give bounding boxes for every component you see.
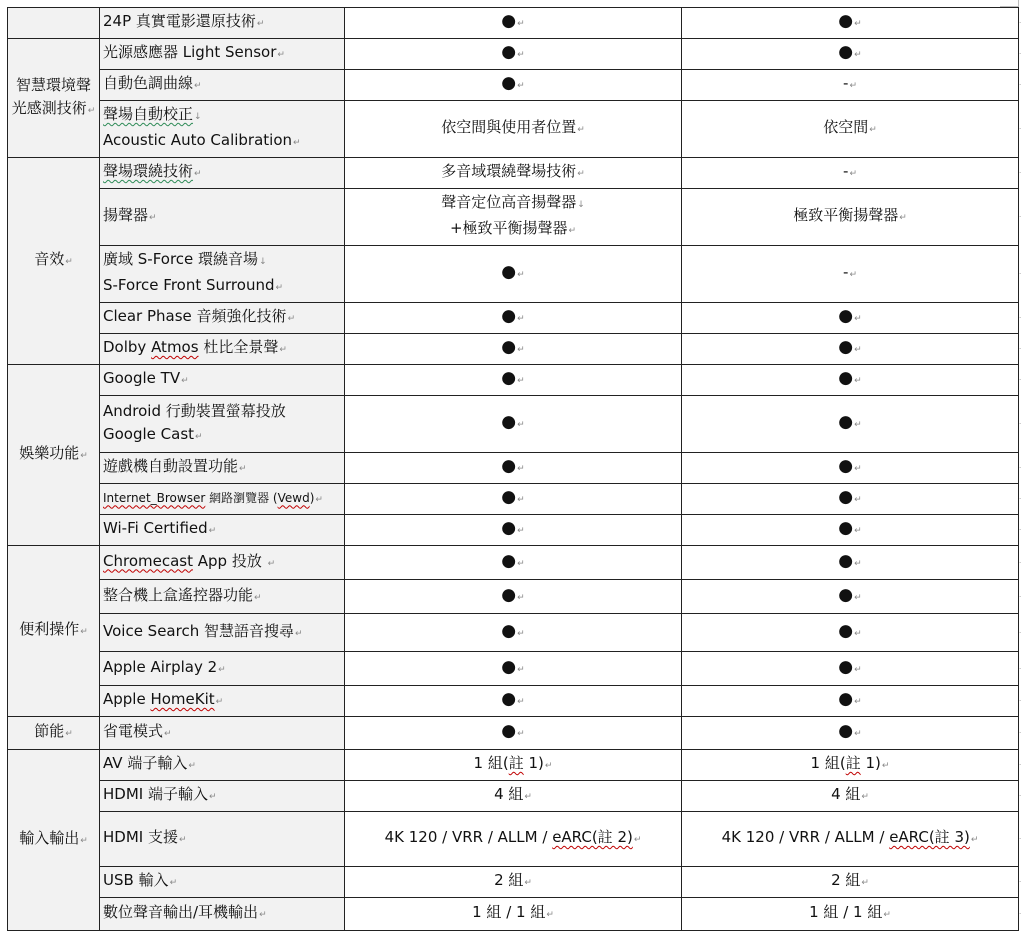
model-a-value: ●↵ (345, 39, 682, 70)
feature-cell: Dolby Atmos 杜比全景聲↵ (100, 334, 345, 365)
model-a-value: ●↵ (345, 717, 682, 750)
feature-cell: Internet_Browser 網路瀏覽器 (Vewd)↵ (100, 484, 345, 515)
feature-cell: 數位聲音輸出/耳機輸出↵ (100, 898, 345, 931)
row-end-marker: · (1019, 665, 1022, 673)
model-a-value: 聲音定位高音揚聲器↓ +極致平衡揚聲器↵ (345, 189, 682, 246)
category-convenience: 便利操作↵ (8, 546, 100, 717)
model-b-value: 依空間↵ (682, 101, 1019, 158)
category-cell-blank (8, 8, 100, 39)
model-a-value: ●↵ (345, 334, 682, 365)
model-a-value: ●↵ (345, 303, 682, 334)
feature-cell: 省電模式↵ (100, 717, 345, 750)
feature-cell: HDMI 端子輸入↵ (100, 781, 345, 812)
table-row (8, 8, 1019, 39)
model-a-value: ●↵ (345, 396, 682, 453)
table-row (8, 246, 1019, 303)
row-end-marker: · (1019, 314, 1022, 322)
page-corner-marker (1000, 0, 1019, 7)
table-row (8, 101, 1019, 158)
model-b-value: ●↵ (682, 484, 1019, 515)
feature-cell: Voice Search 智慧語音搜尋↵ (100, 614, 345, 652)
model-a-value: ●↵ (345, 515, 682, 546)
feature-cell: 整合機上盒遙控器功能↵ (100, 580, 345, 614)
feature-cell: HDMI 支援↵ (100, 812, 345, 867)
model-b-value: 1 組 / 1 組↵ (682, 898, 1019, 931)
category-smart-sensing: 智慧環境聲光感測技術↵ (8, 39, 100, 158)
table-row (8, 158, 1019, 189)
row-end-marker: · (1019, 792, 1022, 800)
model-a-value: 多音域環繞聲場技術↵ (345, 158, 682, 189)
model-b-value: ●↵ (682, 334, 1019, 365)
model-b-value: ●↵ (682, 686, 1019, 717)
row-end-marker: · (1019, 729, 1022, 737)
model-a-value: ●↵ (345, 453, 682, 484)
row-end-marker: · (1019, 420, 1022, 428)
row-end-marker: · (1019, 495, 1022, 503)
model-b-value: 4 組↵ (682, 781, 1019, 812)
table-row (8, 686, 1019, 717)
row-end-marker: · (1019, 878, 1022, 886)
table-row (8, 189, 1019, 246)
model-b-value: ●↵ (682, 303, 1019, 334)
row-end-marker: · (1019, 125, 1022, 133)
row-end-marker: · (1019, 593, 1022, 601)
model-a-value: 依空間與使用者位置↵ (345, 101, 682, 158)
table-row (8, 365, 1019, 396)
feature-cell: 揚聲器↵ (100, 189, 345, 246)
model-b-value: ●↵ (682, 546, 1019, 580)
model-b-value: -↵ (682, 158, 1019, 189)
row-end-marker: · (1019, 19, 1022, 27)
row-end-marker: · (1019, 910, 1022, 918)
model-b-value: ●↵ (682, 396, 1019, 453)
row-end-marker: · (1019, 270, 1022, 278)
model-a-value: ●↵ (345, 614, 682, 652)
model-a-value: ●↵ (345, 365, 682, 396)
table-row (8, 39, 1019, 70)
model-a-value: ●↵ (345, 70, 682, 101)
row-end-marker: · (1019, 464, 1022, 472)
table-row (8, 334, 1019, 365)
feature-cell: 聲場自動校正↓ Acoustic Auto Calibration↵ (100, 101, 345, 158)
table-row (8, 580, 1019, 614)
row-end-marker: · (1019, 761, 1022, 769)
model-b-value: 1 組(註 1)↵ (682, 750, 1019, 781)
table-row (8, 484, 1019, 515)
category-energy-saving: 節能↵ (8, 717, 100, 750)
row-end-marker: · (1019, 169, 1022, 177)
model-b-value: 2 組↵ (682, 867, 1019, 898)
model-a-value: 1 組(註 1)↵ (345, 750, 682, 781)
table-row (8, 303, 1019, 334)
feature-cell: USB 輸入↵ (100, 867, 345, 898)
feature-cell: 廣域 S-Force 環繞音場↓ S-Force Front Surround↵ (100, 246, 345, 303)
feature-cell: Clear Phase 音頻強化技術↵ (100, 303, 345, 334)
model-a-value: 4 組↵ (345, 781, 682, 812)
model-a-value: 1 組 / 1 組↵ (345, 898, 682, 931)
feature-cell: 自動色調曲線↵ (100, 70, 345, 101)
model-b-value: -↵ (682, 246, 1019, 303)
row-end-marker: · (1019, 50, 1022, 58)
model-b-value: ●↵ (682, 515, 1019, 546)
table-row (8, 70, 1019, 101)
model-b-value: ●↵ (682, 652, 1019, 686)
feature-cell: 24P 真實電影還原技術↵ (100, 8, 345, 39)
model-a-value: 2 組↵ (345, 867, 682, 898)
table-row (8, 652, 1019, 686)
model-b-value: ●↵ (682, 717, 1019, 750)
model-a-value: ●↵ (345, 484, 682, 515)
model-a-value: 4K 120 / VRR / ALLM / eARC(註 2)↵ (345, 812, 682, 867)
feature-cell: 遊戲機自動設置功能↵ (100, 453, 345, 484)
feature-cell: Google TV↵ (100, 365, 345, 396)
row-end-marker: · (1019, 345, 1022, 353)
model-a-value: ●↵ (345, 246, 682, 303)
row-end-markers (1019, 0, 1024, 943)
model-b-value: ●↵ (682, 8, 1019, 39)
model-b-value: ●↵ (682, 614, 1019, 652)
table-row (8, 453, 1019, 484)
feature-cell: 光源感應器 Light Sensor↵ (100, 39, 345, 70)
model-b-value: ●↵ (682, 580, 1019, 614)
model-b-value: ●↵ (682, 365, 1019, 396)
row-end-marker: · (1019, 835, 1022, 843)
feature-cell: Chromecast App 投放 ↵ (100, 546, 345, 580)
category-entertainment: 娛樂功能↵ (8, 365, 100, 546)
feature-cell: Android 行動裝置螢幕投放 Google Cast↵ (100, 396, 345, 453)
table-row (8, 867, 1019, 898)
model-a-value: ●↵ (345, 8, 682, 39)
table-row (8, 515, 1019, 546)
row-end-marker: · (1019, 559, 1022, 567)
row-end-marker: · (1019, 213, 1022, 221)
model-a-value: ●↵ (345, 580, 682, 614)
model-b-value: ●↵ (682, 453, 1019, 484)
table-row (8, 717, 1019, 750)
table-row (8, 614, 1019, 652)
category-audio: 音效↵ (8, 158, 100, 365)
model-a-value: ●↵ (345, 686, 682, 717)
row-end-marker: · (1019, 697, 1022, 705)
model-b-value: ●↵ (682, 39, 1019, 70)
row-end-marker: · (1019, 81, 1022, 89)
row-end-marker: · (1019, 526, 1022, 534)
table-row (8, 781, 1019, 812)
row-end-marker: · (1019, 629, 1022, 637)
table-row (8, 898, 1019, 931)
model-a-value: ●↵ (345, 652, 682, 686)
model-b-value: 極致平衡揚聲器↵ (682, 189, 1019, 246)
table-row (8, 396, 1019, 453)
row-end-marker: · (1019, 376, 1022, 384)
feature-cell: 聲場環繞技術↵ (100, 158, 345, 189)
model-a-value: ●↵ (345, 546, 682, 580)
category-input-output: 輸入輸出↵ (8, 750, 100, 931)
feature-cell: Apple Airplay 2↵ (100, 652, 345, 686)
table-row (8, 750, 1019, 781)
feature-cell: AV 端子輸入↵ (100, 750, 345, 781)
table-row (8, 812, 1019, 867)
model-b-value: 4K 120 / VRR / ALLM / eARC(註 3)↵ (682, 812, 1019, 867)
spec-comparison-table (7, 7, 1022, 931)
feature-cell: Wi-Fi Certified↵ (100, 515, 345, 546)
model-b-value: -↵ (682, 70, 1019, 101)
table-row (8, 546, 1019, 580)
feature-cell: Apple HomeKit↵ (100, 686, 345, 717)
